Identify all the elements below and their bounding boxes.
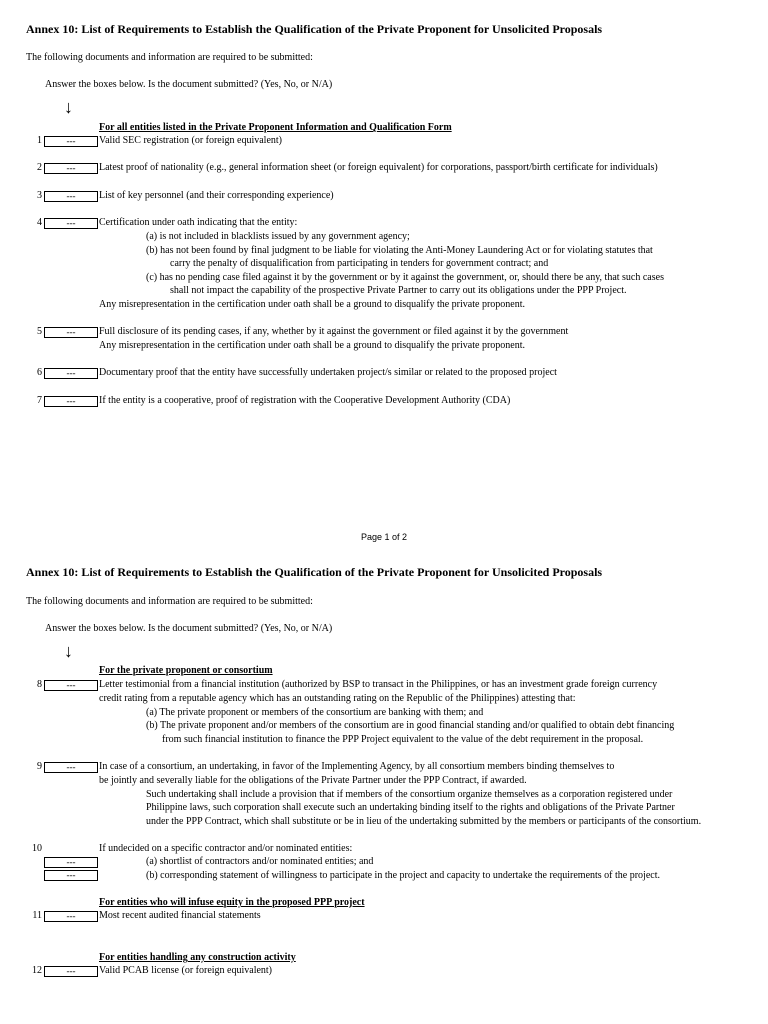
sub-item: (b) has not been found by final judgment to be liable for violating the Anti-Money Laundering Act or for violating statutes that	[146, 245, 653, 256]
down-arrow-icon: ↓	[64, 641, 73, 661]
sub-item: (b) The private proponent and/or members of the consortium are in good financial standing and/or qualified to obtain debt financing	[146, 720, 675, 731]
item-number: 3	[37, 190, 42, 201]
item-number: 1	[37, 135, 42, 146]
sub-item: shall not impact the capability of the prospective Private Partner to carry out its obligations under the PPP Project.	[170, 285, 627, 296]
item-number: 4	[37, 217, 42, 228]
requirement-text: Valid PCAB license (or foreign equivalent)	[99, 965, 273, 976]
answer-box[interactable]: ---	[44, 870, 98, 881]
down-arrow-icon: ↓	[64, 97, 73, 117]
section-heading: For entities who will infuse equity in the proposed PPP project	[99, 897, 365, 908]
item-number: 10	[32, 843, 42, 854]
requirement-text: Letter testimonial from a financial institution (authorized by BSP to transact in the Philippines, or has an investment grade foreign currency	[99, 679, 658, 690]
answer-box[interactable]: ---	[44, 857, 98, 868]
page-footer: Page 1 of 2	[360, 532, 408, 542]
section-heading: For all entities listed in the Private Proponent Information and Qualification Form	[99, 122, 452, 133]
sub-item: Philippine laws, such corporation shall execute such an undertaking binding itself to the rights and obligations of the Private Partner	[146, 802, 675, 813]
answer-box[interactable]: ---	[44, 762, 98, 773]
sub-item: carry the penalty of disqualification from participating in tenders for government contract; and	[170, 258, 549, 269]
sub-item: Such undertaking shall include a provision that if members of the consortium organize themselves as a corporation registered under	[146, 789, 673, 800]
item-number: 7	[37, 395, 42, 406]
sub-item: (a) shortlist of contractors and/or nominated entities; and	[146, 856, 374, 867]
answer-box[interactable]: ---	[44, 191, 98, 202]
item-number: 5	[37, 326, 42, 337]
requirement-text: Certification under oath indicating that the entity:	[99, 217, 298, 228]
requirement-text: Valid SEC registration (or foreign equivalent)	[99, 135, 283, 146]
requirement-text: List of key personnel (and their corresponding experience)	[99, 190, 334, 201]
answer-box[interactable]: ---	[44, 911, 98, 922]
sub-item: under the PPP Contract, which shall substitute or be in lieu of the undertaking submitted by the members or participants of the consortium.	[146, 816, 702, 827]
section-heading: For the private proponent or consortium	[99, 665, 273, 676]
answer-box[interactable]: ---	[44, 396, 98, 407]
answer-box[interactable]: ---	[44, 368, 98, 379]
item-number: 9	[37, 761, 42, 772]
requirement-text: Latest proof of nationality (e.g., general information sheet (or foreign equivalent) for corporations, passport/birth certificate for individuals)	[99, 162, 658, 173]
sub-item: (a) is not included in blacklists issued by any government agency;	[146, 231, 410, 242]
requirement-text: Documentary proof that the entity have successfully undertaken project/s similar or related to the proposed project	[99, 367, 557, 378]
answer-box[interactable]: ---	[44, 163, 98, 174]
answer-box[interactable]: ---	[44, 327, 98, 338]
answer-box[interactable]: ---	[44, 218, 98, 229]
item-number: 8	[37, 679, 42, 690]
note-text: Any misrepresentation in the certification under oath shall be a ground to disqualify the private proponent.	[99, 299, 525, 310]
requirement-text: If undecided on a specific contractor and/or nominated entities:	[99, 843, 353, 854]
page-title: Annex 10: List of Requirements to Establish the Qualification of the Private Proponent for Unsolicited Proposals	[26, 565, 603, 579]
item-number: 2	[37, 162, 42, 173]
requirement-text: If the entity is a cooperative, proof of registration with the Cooperative Development Authority (CDA)	[99, 395, 511, 406]
instruction-text: Answer the boxes below. Is the document submitted? (Yes, No, or N/A)	[45, 79, 333, 90]
item-number: 12	[32, 965, 42, 976]
item-number: 6	[37, 367, 42, 378]
requirement-text: Full disclosure of its pending cases, if any, whether by it against the government or filed against it by the government	[99, 326, 569, 337]
sub-item: from such financial institution to finance the PPP Project equivalent to the value of the debt requirement in the proposal.	[162, 734, 644, 745]
sub-item: (a) The private proponent or members of the consortium are banking with them; and	[146, 707, 484, 718]
sub-item: (b) corresponding statement of willingness to participate in the project and capacity to undertake the requirements of the project.	[146, 870, 660, 881]
instruction-text: Answer the boxes below. Is the document submitted? (Yes, No, or N/A)	[45, 623, 333, 634]
section-heading: For entities handling any construction activity	[99, 952, 296, 963]
intro-text: The following documents and information are required to be submitted:	[26, 52, 313, 63]
requirement-text: credit rating from a reputable agency which has an outstanding rating on the Republic of the Philippines) attesting that:	[99, 693, 576, 704]
requirement-text: In case of a consortium, an undertaking, in favor of the Implementing Agency, by all consortium members binding themselves to	[99, 761, 615, 772]
answer-box[interactable]: ---	[44, 680, 98, 691]
requirement-text: be jointly and severally liable for the obligations of the Private Partner under the PPP Contract, if awarded.	[99, 775, 527, 786]
item-number: 11	[32, 910, 42, 921]
requirement-text: Most recent audited financial statements	[99, 910, 261, 921]
page-title: Annex 10: List of Requirements to Establish the Qualification of the Private Proponent for Unsolicited Proposals	[26, 22, 603, 36]
answer-box[interactable]: ---	[44, 136, 98, 147]
sub-item: (c) has no pending case filed against it by the government or by it against the government, or, should there be any, that such cases	[146, 272, 664, 283]
answer-box[interactable]: ---	[44, 966, 98, 977]
note-text: Any misrepresentation in the certification under oath shall be a ground to disqualify the private proponent.	[99, 340, 525, 351]
intro-text: The following documents and information are required to be submitted:	[26, 596, 313, 607]
